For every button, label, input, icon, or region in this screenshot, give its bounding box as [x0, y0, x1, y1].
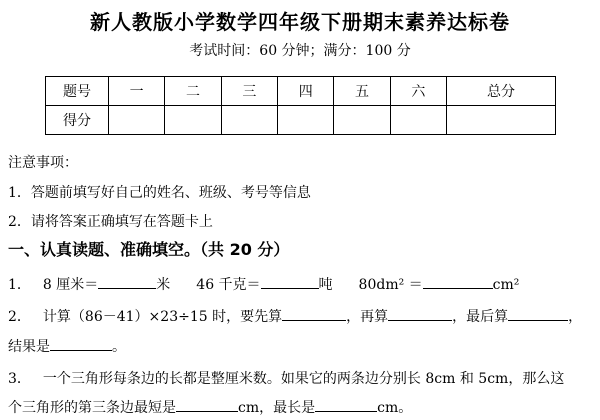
- answer-blank[interactable]: [261, 274, 319, 289]
- question-3: [8, 368, 564, 388]
- q2-result-suffix: 。: [112, 339, 126, 355]
- score-table-header-cell: 六: [390, 77, 446, 106]
- answer-blank[interactable]: [315, 397, 377, 412]
- score-table-header-cell: 五: [334, 77, 390, 106]
- q3-line-2-suffix: cm。: [377, 400, 413, 416]
- q3-line-1: 一个三角形每条边的长都是整厘米数。如果它的两条边分别长 8cm 和 5cm，那么这: [42, 371, 565, 387]
- exam-subtitle: 考试时间：60 分钟；满分：100 分: [189, 43, 411, 59]
- score-cell: [390, 106, 446, 135]
- note-item: 1．答题前填写好自己的姓名、班级、考号等信息: [8, 185, 311, 201]
- score-table-score-row: [46, 106, 556, 135]
- q3-line-2-prefix: 个三角形的第三条边最短是: [8, 400, 176, 416]
- q1-part-a-prefix: 8 厘米＝: [42, 277, 99, 293]
- question-3-line-2: [8, 397, 412, 417]
- q1-part-b-suffix: 吨: [318, 277, 333, 293]
- notes-heading: 注意事项：: [8, 155, 78, 171]
- note-item: 2．请将答案正确填写在答题卡上: [8, 214, 213, 230]
- answer-blank[interactable]: [176, 397, 238, 412]
- question-number: 1．: [8, 277, 31, 293]
- question-2-line-2: [8, 336, 126, 356]
- score-cell: [221, 106, 277, 135]
- score-table-header-cell: 总分: [447, 77, 556, 106]
- score-table-header-cell: 三: [221, 77, 277, 106]
- q2-middle-2: ，最后算: [452, 309, 509, 325]
- q3-line-2-middle: cm，最长是: [238, 400, 316, 416]
- score-cell: [109, 106, 165, 135]
- score-cell: [165, 106, 221, 135]
- score-table-header-cell: 题号: [46, 77, 109, 106]
- answer-blank[interactable]: [388, 306, 452, 321]
- score-cell: [278, 106, 334, 135]
- answer-blank[interactable]: [508, 306, 568, 321]
- q1-part-b-prefix: 46 千克＝: [196, 277, 261, 293]
- answer-blank[interactable]: [423, 274, 493, 289]
- question-number: 2．: [8, 309, 31, 325]
- q1-part-c-prefix: 80dm² ＝: [358, 277, 423, 293]
- score-cell: [447, 106, 556, 135]
- score-table-header-cell: 二: [165, 77, 221, 106]
- exam-title: 新人教版小学数学四年级下册期末素养达标卷: [90, 10, 510, 34]
- answer-blank[interactable]: [50, 336, 112, 351]
- q1-part-c-suffix: cm²: [492, 277, 520, 293]
- q2-result-prefix: 结果是: [8, 339, 50, 355]
- score-row-label: 得分: [46, 106, 109, 135]
- question-number: 3．: [8, 371, 31, 387]
- score-table-header-cell: 四: [278, 77, 334, 106]
- score-table-header-cell: 一: [109, 77, 165, 106]
- q1-part-a-suffix: 米: [156, 277, 171, 293]
- question-1: [8, 274, 519, 294]
- question-2: [8, 306, 582, 326]
- score-table: [45, 76, 556, 135]
- score-cell: [334, 106, 390, 135]
- section-heading: 一、认真读题、准确填空。（共 20 分）: [8, 240, 290, 259]
- score-table-header-row: [46, 77, 556, 106]
- q2-end: ，: [568, 309, 583, 325]
- answer-blank[interactable]: [98, 274, 156, 289]
- q2-middle-1: ，再算: [346, 309, 389, 325]
- answer-blank[interactable]: [282, 306, 346, 321]
- q2-prefix: 计算（86－41）×23÷15 时，要先算: [42, 309, 283, 325]
